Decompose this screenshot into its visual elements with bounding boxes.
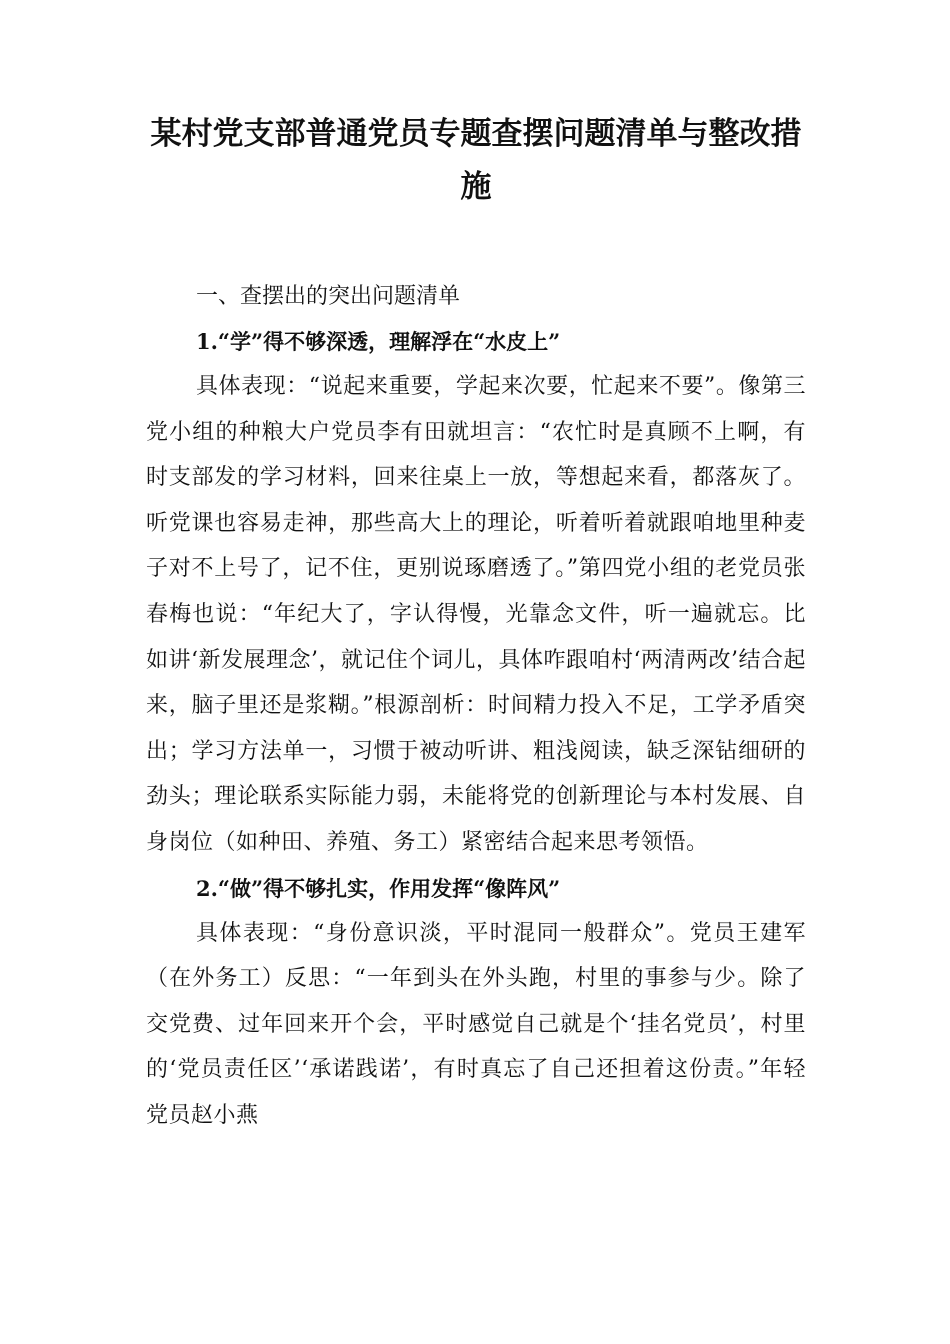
item-body-action: 具体表现：“身份意识淡，平时混同一般群众”。党员王建军（在外务工）反思：“一年到头在外头跑，村里的事参与少。除了交党费、过年回来开个会，平时感觉自己就是个‘挂名党员’，村里的‘党员责任区’‘承诺践诺’，有时真忘了自己还担着这份责。”年轻党员赵小燕: [146, 920, 806, 1128]
item-heading-study: 1.“学”得不够深透，理解浮在“水皮上”: [196, 329, 561, 354]
item-heading-action: 2.“做”得不够扎实，作用发挥“像阵风”: [196, 875, 561, 901]
item-body-study: 具体表现：“说起来重要，学起来次要，忙起来不要”。像第三党小组的种粮大户党员李有田就坦言：“农忙时是真顾不上啊，有时支部发的学习材料，回来往桌上一放，等想起来看，都落灰了。听党课也容易走神，那些高大上的理论，听着听着就跟咱地里种麦子对不上号了，记不住，更别说琢磨透了。”第四党小组的老党员张春梅也说：“年纪大了，字认得慢，光靠念文件，听一遍就忘。比如讲‘新发展理念’，就记住个词儿，具体咋跟咱村‘两清两改’结合起来，脑子里还是浆糊。”根源剖析：时间精力投入不足，工学矛盾突出；学习方法单一，习惯于被动听讲、粗浅阅读，缺乏深钻细研的劲头；理论联系实际能力弱，未能将党的创新理论与本村发展、自身岗位（如种田、养殖、务工）紧密结合起来思考领悟。: [146, 374, 806, 855]
document-page: [146, 108, 806, 1139]
section-heading-problem-list: 一、查摆出的突出问题清单: [196, 284, 461, 309]
document-title: 某村党支部普通党员专题查摆问题清单与整改措施: [150, 116, 802, 205]
